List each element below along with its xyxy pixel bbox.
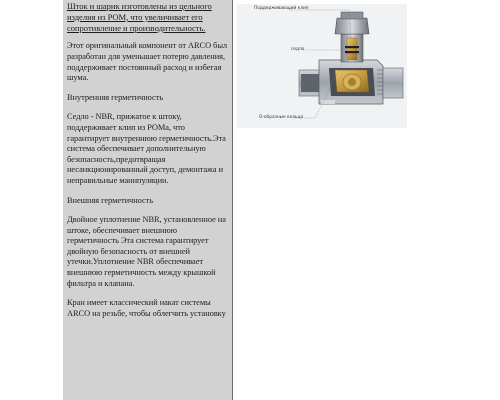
paragraph-external-sealing: Двойное уплотнение NBR, установленное на штоке, обеспечивает внешнюю герметичность Эта система гарантирует двойную безопасность от внешней утечки.Уплотнение NBR обеспечивает внешнюю герметичность между крышкой фильтра и клапана. [67, 215, 226, 288]
paragraph-arco-component: Этот оригинальный компонент от ARCO был разработан для уменьшает потерю давления, поддерживает постоянный расход и избегая шума. [67, 41, 228, 83]
paragraph-internal-sealing: Седло - NBR, прижатое к штоку, поддерживает клип из POMа, что гарантирует внутреннюю герметичность.Эта система обеспечивает дополнительную безопасность,предотвращая несанкционированный доступ, демонтажа и неправильные манипуляции. [67, 112, 226, 185]
valve-cutaway-diagram [237, 4, 407, 128]
heading-external-sealing: Внешняя герметичность [67, 195, 154, 205]
callout-o-rings: О-образные кольца [259, 115, 304, 120]
paragraph-installation: Кран имеет классический накат системы ARCO на резьбе, чтобы облегчить установку [67, 298, 226, 318]
paragraph-pom-material: Шток и шарик изготовлены из цельного изделия из POM, что увеличивает его сопротивление и производительность. [67, 1, 212, 33]
callout-seat: седло [291, 47, 305, 52]
image-column [233, 0, 500, 400]
text-column [63, 0, 233, 400]
valve-cutaway-illustration [237, 4, 407, 128]
heading-internal-sealing: Внутренняя герметичность [67, 92, 164, 102]
callout-support-clip: Поддерживающий клип [254, 6, 309, 11]
